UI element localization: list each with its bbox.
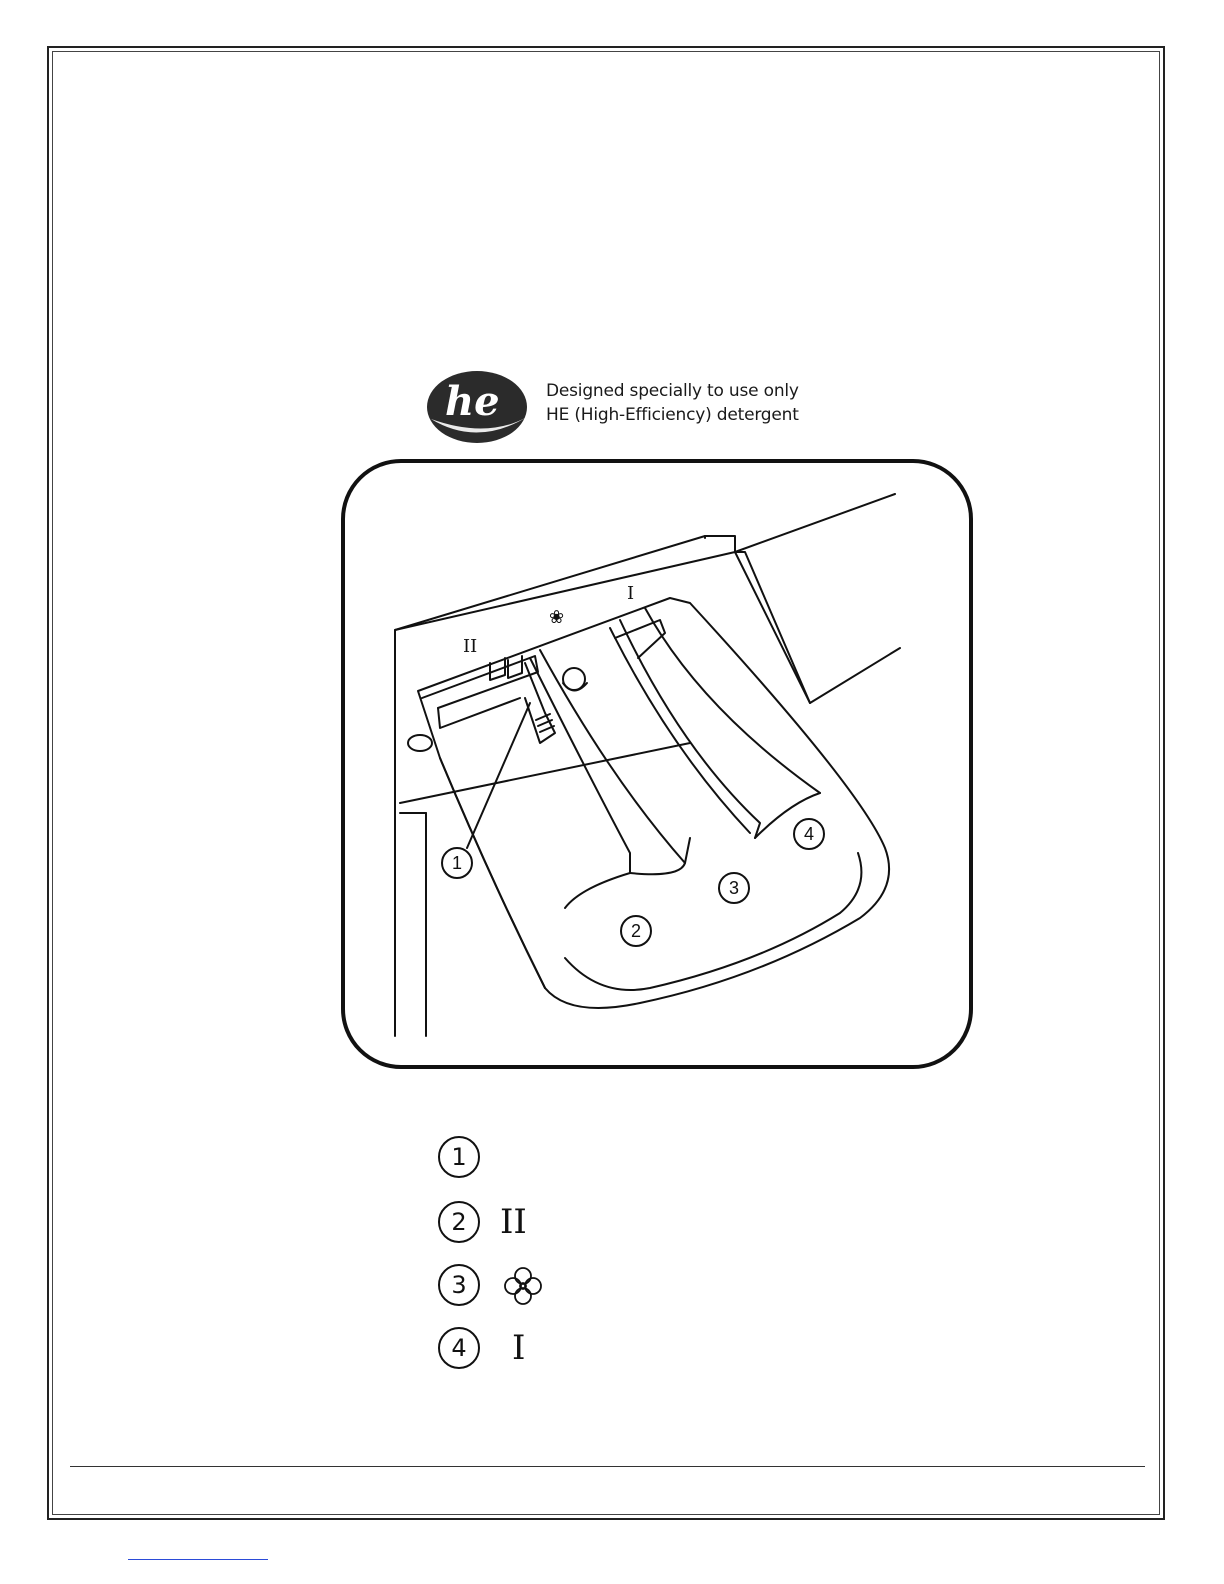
compartment-legend (432, 1132, 692, 1372)
legend-row-1 (432, 1134, 632, 1182)
legend-symbol-prewash: II (500, 1202, 527, 1242)
he-line-2: HE (High-Efficiency) detergent (546, 405, 799, 425)
legend-row-4 (432, 1325, 632, 1373)
callout-4: 4 (803, 824, 814, 844)
footer-divider (70, 1466, 1145, 1467)
slot-label-softener: ❀ (549, 607, 565, 627)
legend-row-2 (432, 1199, 632, 1247)
slot-label-mainwash: I (627, 583, 635, 604)
svg-text:he: he (445, 378, 500, 425)
legend-number-3: 3 (451, 1271, 467, 1299)
callout-1: 1 (451, 853, 462, 873)
legend-number-2: 2 (451, 1208, 467, 1236)
legend-symbol-mainwash: I (512, 1328, 526, 1368)
he-logo (427, 367, 531, 445)
he-line-1: Designed specially to use only (546, 381, 799, 401)
legend-number-1: 1 (451, 1143, 467, 1171)
footnote-link-line (128, 1559, 268, 1560)
legend-row-3 (432, 1262, 632, 1310)
he-description (546, 379, 799, 427)
legend-number-4: 4 (451, 1334, 467, 1362)
callout-3: 3 (728, 878, 739, 898)
callout-2: 2 (630, 921, 641, 941)
slot-label-prewash: II (463, 636, 478, 657)
detergent-drawer-diagram (340, 458, 974, 1070)
